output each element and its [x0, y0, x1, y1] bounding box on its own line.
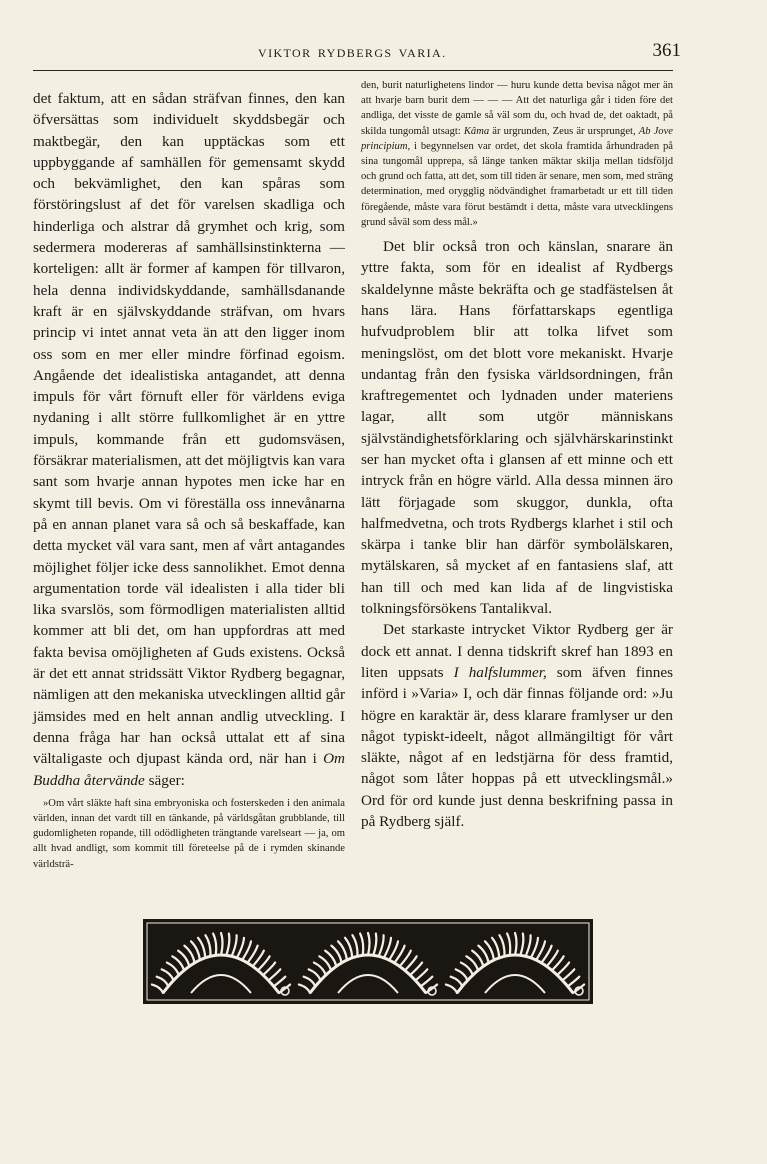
text-run: som äfven finnes införd i »Varia» I, och där finnas följande ord: »Ju högre en karaktär är, dess klarare framlyser ur den något typiskt-ideelt, något allmängiltigt för vårt släkte, något af en ledstjärna för dess framtid, något som låter hoppas på ett utvecklingsmål.» Ord för ord kunde just denna beskrifning passa in på Rydberg själf. — [361, 663, 674, 831]
right-column — [361, 78, 673, 832]
left-column — [33, 88, 345, 872]
text-run: Det starkaste intrycket Viktor Rydberg ger är dock ett annat. I denna tidskrift skref han 1893 en liten uppsats — [361, 621, 673, 681]
block-quote-left: »Om vårt släkte haft sina embryoniska och fosterskeden i den animala världen, innan det vardt till en tänkande, på världsgåtan grubblande, till gudomligheten ropande, till odödligheten trängtande varelseart — ja, om allt hvad andligt, som kommit till företeelse på de i rymden skinande världsträ- — [33, 797, 345, 870]
body-paragraph-right-2 — [361, 619, 673, 832]
italic-title: Om Buddha återvände — [33, 750, 345, 789]
body-paragraph-left — [33, 88, 345, 791]
italic-phrase: Ab Jove principium, — [361, 125, 673, 152]
italic-title: I halfslummer, — [453, 663, 547, 681]
fern-frieze-ornament — [143, 919, 593, 1004]
block-quote-right — [361, 78, 673, 230]
body-paragraph-right-1: Det blir också tron och känslan, snarare än yttre fakta, som för en idealist af Rydbergs skaldelynne måste bekräfta och ge stadfästelsen åt hans lära. Hans författarskaps egentliga hufvudproblem blir att tolka lifvet som meningslöst, om det blott vore mekaniskt. Hvarje undantag från den fysiska världsordningen, från kraftregementet och lydnaden under materiens lagar, allt som utgör människans självständighetsförklaring och självhärskarinstinkt ser han mycket ofta i glansen af ett minne och ett intryck från en högre värld. Alla dessa minnen äro lätt förjagade som skuggor, dunkla, ofta halfmedvetna, och trots Rydbergs klarhet i stil och skärpa i tanke blir han därför symbolälskaren, mytälskaren, så mycket af en fantasiens slaf, att han till och med kan lida af de lingvistiska tolkningsförsökens Tantalikval. — [361, 238, 673, 618]
text-run: den, burit naturlighetens lindor — huru kunde detta bevisa något mer än att hvarje barn burit dem — — — Att det naturliga går i tiden före det andliga, det visste de gamle så väl som du, och hvad de, det oaktadt, på skilda tungomål utsagt: — [361, 80, 673, 137]
text-run: i begynnelsen var ordet, det skola framtida århundraden på sina tungomål upprepa, så länge tanken mäktar skilja mellan tidsföljd och grund och fatta, att det, som till tiden är senare, men som, med sträng determination, med orygglig nödvändighet framarbetadt ur ett till tiden föregående, måste vara förut bestämdt i detta, måste vara utvecklingens grund såväl som dess mål.» — [361, 140, 673, 228]
text-run: är urgrunden, Zeus är ursprunget, — [492, 125, 636, 137]
italic-word: Kâma — [463, 125, 490, 137]
page-number: 361 — [652, 40, 681, 61]
ornament-background — [143, 919, 593, 1004]
ornament-svg — [143, 919, 593, 1004]
text-run: säger: — [148, 771, 185, 789]
text-run: det faktum, att en sådan sträfvan finnes, den kan öfversättas som individuelt skyddsbegär och maktbegär, den kan upptäckas som ett uppbyggande af samhällen för gemensamt skydd och bekvämlighet, den kan spåras som förstöringslust af det för varelsen skadliga och hinderliga och alstrar då grymhet och krig, som sedermera modereras af samhällsinstinkterna — korteligen: allt är former af kampen för tillvaron, hela denna individskyddande, samhällsdanande kraft är en självskyddande sträfvan, om hvars princip vi intet annat veta än att den ligger inom oss som en mer eller mindre förfinad egoism. Angående det idealistiska antagandet, att denna impuls för vårt förnuft eller för världens eviga nydaning i allt större fullkomlighet är en yttre impuls, kommande från ett gudomsväsen, försäkrar materialismen, att det möjligtvis kan vara sant som hvarje annan hypotes men icke har en skymt till bevis. Om vi föreställa oss innevånarna på en annan planet vara så och så beskaffade, kan detta mycket väl vara sant, men af vårt antagandes möjlighet följer icke dess sannolikhet. Emot denna argumentation torde väl idealisten i alla tider bli lika svarslös, som förmodligen materialisten alltid kommer att bli det, om han uppfordras att med fakta bevisa omöjligheten af Guds existens. Också är det ett annat stridssätt Viktor Rydberg begagnar, nämligen att den mekaniska utvecklingen alltid går jämsides med en helt annan andlig utveckling. I denna fråga har han också uttalat ett af sina vältaligaste och djupast kända ord, när han i — [33, 90, 345, 768]
running-title: VIKTOR RYDBERGS VARIA. — [258, 46, 447, 60]
page-header — [33, 40, 681, 71]
